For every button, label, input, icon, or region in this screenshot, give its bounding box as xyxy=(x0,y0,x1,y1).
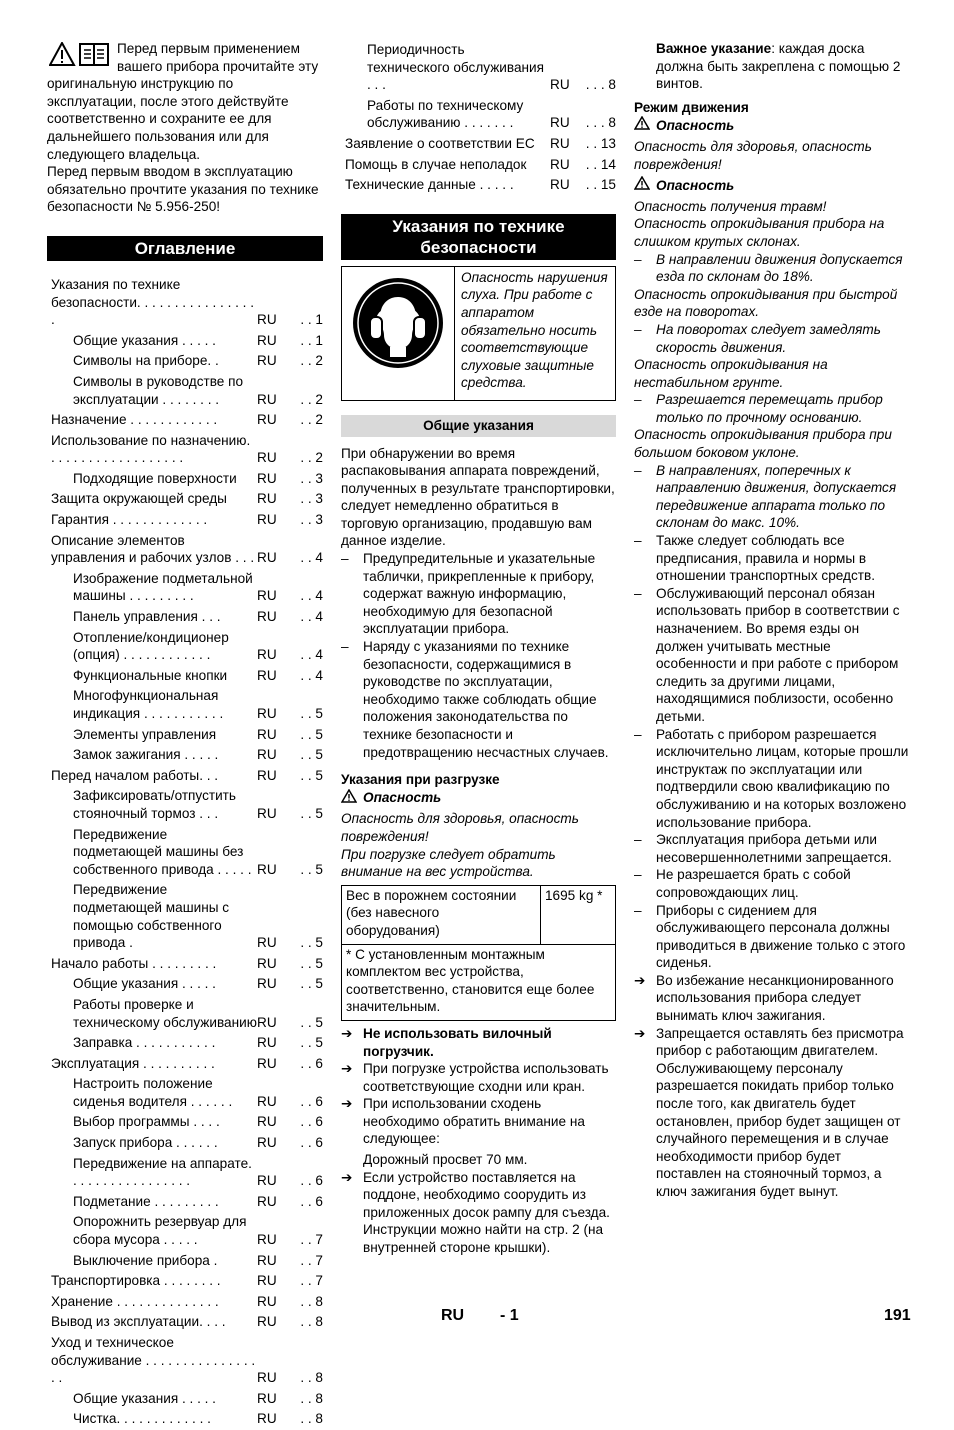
toc-entry-title: Элементы управления xyxy=(73,726,217,742)
toc-entry-page: . . 2 xyxy=(300,450,323,466)
toc-entry[interactable] xyxy=(47,1312,323,1333)
column-1 xyxy=(47,40,323,1430)
warning-manual-icon xyxy=(49,42,111,71)
toc-entry[interactable] xyxy=(47,725,323,746)
toc-entry[interactable] xyxy=(47,666,323,687)
toc-entry[interactable] xyxy=(47,431,323,469)
toc-entry-page: . . 1 xyxy=(300,332,323,348)
toc-entry-language: RU xyxy=(257,450,277,466)
column-2 xyxy=(341,40,616,1257)
general-notes-title: Общие указания xyxy=(341,415,616,437)
intro xyxy=(47,40,323,216)
toc-entry-title: Заявление о соответствии ЕС xyxy=(345,135,535,151)
toc-entry-title: Хранение . . . . . . . . . . . . . . xyxy=(51,1293,219,1309)
toc-entry-title: Передвижение подметающей машины без собственного привода . . . . . xyxy=(73,826,252,877)
toc-entry-page: . . 3 xyxy=(300,470,323,486)
tip-2-list xyxy=(634,321,910,356)
toc-entry[interactable] xyxy=(47,1074,323,1112)
tip-4-list xyxy=(634,462,910,532)
toc-entry-language: RU xyxy=(257,470,277,486)
toc-entry-title: Символы в руководстве по эксплуатации . . . . . . . . xyxy=(73,373,244,407)
weight-value: 1695 kg * xyxy=(541,885,616,944)
list-item: – Также следует соблюдать все предписания, правила и нормы в отношении транспортных средств. xyxy=(634,532,910,585)
toc-entry-language: RU xyxy=(257,412,277,428)
toc-entry[interactable] xyxy=(47,686,323,724)
toc-entry-page: . . 5 xyxy=(300,747,323,763)
danger-label-text: Опасность xyxy=(363,790,442,806)
list-item: – Обслуживающий персонал обязан использовать прибор в соответствии с назначением. Во время езды он должен учитывать местные особенности и при работе с прибором следить за другими лицами, находящимися поблизости, особенно детьми. xyxy=(634,585,910,726)
footer-language: RU xyxy=(441,1307,465,1324)
toc-entry-language: RU xyxy=(257,1173,277,1189)
toc-entry-language: RU xyxy=(257,647,277,663)
drive-mode-title: Режим движения xyxy=(634,99,749,115)
important-note-text: : каждая доска должна быть закреплена с помощью 2 винтов. xyxy=(656,41,901,92)
toc-entry-title: Символы на приборе. . xyxy=(73,353,219,369)
toc-entry-language: RU xyxy=(257,1014,277,1030)
toc-entry-page: . . 5 xyxy=(300,767,323,783)
toc-entry-language: RU xyxy=(257,353,277,369)
toc-entry-title: Зафиксировать/отпустить стояночный тормоз . . . xyxy=(73,788,236,821)
toc-entry-page: . . 2 xyxy=(300,391,323,407)
toc-entry-language: RU xyxy=(257,861,277,877)
toc-entry-title: Работы по техническому обслуживанию . . . . . . . xyxy=(367,97,524,131)
toc-entry[interactable] xyxy=(47,1054,323,1075)
list-item: – Разрешается перемещать прибор только по прочному основанию. xyxy=(634,391,910,426)
toc-entry[interactable] xyxy=(47,607,323,628)
toc-entry-title: Подметание . . . . . . . . . xyxy=(73,1193,219,1209)
tip-2: Опасность опрокидывания при быстрой езде на поворотах. xyxy=(634,286,898,320)
intro-paragraph-1: Перед первым применением вашего прибора прочитайте эту оригинальную инструкцию по эксплуатации, после этого действуйте соответственно и сохраните ее для дальнейшего пользования или для следующего владельца. xyxy=(47,41,319,162)
toc-entry-page: . . 6 xyxy=(300,1193,323,1209)
toc-entry-language: RU xyxy=(257,332,277,348)
toc-entry[interactable] xyxy=(341,134,616,155)
tip-1: Опасность опрокидывания прибора на слишком крутых склонах. xyxy=(634,216,885,249)
hearing-protection-box xyxy=(341,266,616,401)
toc-entry[interactable] xyxy=(47,974,323,995)
toc-entry-page: . . 6 xyxy=(300,1114,323,1130)
toc-entry-title: Подходящие поверхности xyxy=(73,470,237,486)
danger-label xyxy=(634,176,910,195)
toc-entry[interactable] xyxy=(341,96,616,134)
toc-entry-title: Общие указания . . . . . xyxy=(73,1390,216,1406)
toc-entry-language: RU xyxy=(257,955,277,971)
toc-entry-page: . . 2 xyxy=(300,412,323,428)
toc-entry-language: RU xyxy=(257,312,277,328)
toc-entry-language: RU xyxy=(257,706,277,721)
toc-entry[interactable] xyxy=(47,1389,323,1410)
toc-entry-language: RU xyxy=(550,115,570,131)
toc-entry-language: RU xyxy=(257,1135,277,1151)
toc-entry[interactable] xyxy=(47,628,323,666)
toc-entry-page: . . 4 xyxy=(300,667,323,683)
toc-entry-language: RU xyxy=(257,747,277,763)
toc-entry-title: Технические данные . . . . . xyxy=(345,177,514,193)
important-note-bold: Важное указание xyxy=(656,41,772,56)
toc-entry-page: . . 4 xyxy=(300,609,323,625)
toc-entry-title: Работы проверке и техническому обслуживанию xyxy=(73,996,257,1030)
toc-entry-language: RU xyxy=(257,609,277,625)
toc-entry-language: RU xyxy=(257,1273,277,1289)
toc-entry-title: Вывод из эксплуатации. . . . xyxy=(51,1314,226,1330)
toc-entry-title: Замок зажигания . . . . . xyxy=(73,747,219,763)
toc-entry-language: RU xyxy=(257,1055,277,1071)
toc-entry-page: . . 6 xyxy=(300,1173,323,1189)
toc-entry-page: . . 3 xyxy=(300,512,323,528)
toc-entry-language: RU xyxy=(257,1093,277,1109)
toc-entry[interactable] xyxy=(341,155,616,176)
toc-entry-language: RU xyxy=(257,550,277,566)
toc-entry-title: Заправка . . . . . . . . . . . xyxy=(73,1035,216,1051)
toc-entry[interactable] xyxy=(341,40,616,96)
toc-entry-page: . . 2 xyxy=(300,353,323,369)
arrow-item: ➔ Не использовать вилочный погрузчик. xyxy=(341,1025,552,1059)
toc-entry-language: RU xyxy=(257,1370,277,1386)
toc-entry-page: . . 8 xyxy=(300,1390,323,1406)
toc-entry-title: Защита окружающей среды xyxy=(51,491,227,507)
toc-entry-page: . . 5 xyxy=(300,805,323,821)
operating-rules-list xyxy=(634,532,910,972)
arrow-icon: ➔ xyxy=(634,972,646,988)
unloading-note: При погрузке следует обратить внимание на вес устройства. xyxy=(341,846,556,880)
toc-entry-page: . . . 8 xyxy=(585,77,616,93)
toc-entry-language: RU xyxy=(257,1232,277,1248)
toc-entry-page: . . 1 xyxy=(300,312,323,328)
toc-entry[interactable] xyxy=(47,1271,323,1292)
instructions-reference: Инструкции можно найти на стр. 2 (на внутренней стороне крышки). xyxy=(363,1222,604,1256)
toc-entry-title: Транспортировка . . . . . . . . xyxy=(51,1273,221,1289)
hearing-protection-pictogram xyxy=(342,267,455,400)
toc-entry-title: Общие указания . . . . . xyxy=(73,976,216,992)
list-item: – Не разрешается брать с собой сопровождающих лиц. xyxy=(634,866,910,901)
toc-entry-title: Помощь в случае неполадок xyxy=(345,156,527,172)
toc-entry-language: RU xyxy=(257,805,277,821)
toc-entry-language: RU xyxy=(257,767,277,783)
toc-entry-language: RU xyxy=(257,726,277,742)
toc-entry-title: Гарантия . . . . . . . . . . . . . xyxy=(51,512,208,528)
toc-entry-page: . . 4 xyxy=(300,588,323,604)
toc-entry[interactable] xyxy=(47,745,323,766)
toc-entry-title: Описание элементов управления и рабочих узлов . . . xyxy=(51,532,255,566)
toc-entry-page: . . 8 xyxy=(300,1411,323,1427)
toc-entry-page: . . 8 xyxy=(300,1314,323,1330)
drive-danger-2: Опасность получения травм! xyxy=(634,198,827,214)
arrow-icon: ➔ xyxy=(341,1061,353,1077)
toc-entry[interactable] xyxy=(47,786,323,824)
important-note xyxy=(634,40,910,93)
hearing-protection-text: Опасность нарушения слуха. При работе с аппаратом обязательно носить соответствующие слуховые защитные средства. xyxy=(461,269,608,391)
toc-entry[interactable] xyxy=(47,351,323,372)
footer-page-number: 191 xyxy=(884,1307,911,1324)
tip-4: Опасность опрокидывания прибора при большом боковом уклоне. xyxy=(634,427,892,461)
weight-table xyxy=(341,885,616,1021)
toc-entry[interactable] xyxy=(47,1251,323,1272)
list-item: – Наряду с указаниями по технике безопасности, содержащимися в руководстве по эксплуатации, необходимо также соблюдать общие положения законодательства по технике безопасности и предотвращению несчастных случаев. xyxy=(341,638,616,761)
toc-entry[interactable] xyxy=(47,1112,323,1133)
toc-entry-page: . . 7 xyxy=(300,1252,323,1268)
toc-entry-title: Периодичность технического обслуживания . . . xyxy=(367,42,544,93)
safety-title: Указания по технике безопасности xyxy=(341,214,616,260)
toc-title: Оглавление xyxy=(47,236,323,261)
toc-entry-title: Выключение прибора . xyxy=(73,1252,218,1268)
toc-entry-page: . . 14 xyxy=(585,156,616,172)
tip-3: Опасность опрокидывания на нестабильном грунте. xyxy=(634,357,828,390)
toc-entry-language: RU xyxy=(257,588,277,604)
toc-entry-page: . . 5 xyxy=(300,706,323,721)
toc-entry-title: Опорожнить резервуар для сбора мусора . . . . . xyxy=(73,1214,247,1248)
warning-triangle-icon xyxy=(634,176,650,195)
intro-paragraph-2: Перед первым вводом в эксплуатацию обязательно прочтите указания по технике безопасности № 5.956-250! xyxy=(47,164,319,215)
toc-entry-page: . . 5 xyxy=(300,976,323,992)
toc-entry-language: RU xyxy=(257,1035,277,1051)
warning-triangle-icon xyxy=(341,789,357,808)
toc-entry[interactable] xyxy=(47,1212,323,1250)
tip-3-list xyxy=(634,391,910,426)
toc-entry-language: RU xyxy=(257,1114,277,1130)
toc-entry-language: RU xyxy=(257,512,277,528)
toc-entry-title: Перед началом работы. . . xyxy=(51,767,219,783)
toc-entry[interactable] xyxy=(47,1192,323,1213)
toc-entry[interactable] xyxy=(341,175,616,196)
toc-entry[interactable] xyxy=(47,275,323,331)
toc-entry-title: Запуск прибора . . . . . . xyxy=(73,1135,218,1151)
toc-entry-page: . . 5 xyxy=(300,726,323,742)
table-of-contents xyxy=(47,275,323,1430)
toc-entry[interactable] xyxy=(47,489,323,510)
warning-triangle-icon xyxy=(634,116,650,135)
toc-entry-title: Назначение . . . . . . . . . . . . xyxy=(51,412,218,428)
toc-entry-page: . . 5 xyxy=(300,861,323,877)
arrow-icon: ➔ xyxy=(341,1025,353,1041)
toc-entry[interactable] xyxy=(47,1133,323,1154)
drive-danger-1: Опасность для здоровья, опасность повреждения! xyxy=(634,138,872,172)
toc-entry-page: . . 5 xyxy=(300,1014,323,1030)
toc-entry[interactable] xyxy=(47,410,323,431)
toc-entry-title: Функциональные кнопки xyxy=(73,667,228,683)
toc-entry[interactable] xyxy=(47,766,323,787)
toc-entry-language: RU xyxy=(550,156,570,172)
toc-entry-page: . . 6 xyxy=(300,1055,323,1071)
toc-entry-page: . . 7 xyxy=(300,1232,323,1248)
list-item: – Эксплуатация прибора детьми или несовершеннолетними запрещается. xyxy=(634,831,910,866)
toc-entry-language: RU xyxy=(257,1293,277,1309)
arrow-icon: ➔ xyxy=(341,1096,353,1112)
toc-entry-page: . . 15 xyxy=(585,177,616,193)
toc-entry-page: . . 3 xyxy=(300,491,323,507)
clearance-text: Дорожный просвет 70 мм. xyxy=(363,1152,528,1168)
list-item: – Приборы с сидением для обслуживающего персонала должны приводиться в движение только с этого сиденья. xyxy=(634,902,910,972)
column-3 xyxy=(634,40,910,1201)
danger-label xyxy=(634,116,910,135)
toc-entry[interactable] xyxy=(47,825,323,881)
toc-entry-title: Общие указания . . . . . xyxy=(73,332,216,348)
general-notes-list xyxy=(341,550,616,761)
toc-entry[interactable] xyxy=(47,531,323,569)
arrow-item: ➔ Во избежание несанкционированного использования прибора следует вынимать ключ зажигания. xyxy=(634,972,894,1024)
toc-entry-page: . . 8 xyxy=(300,1370,323,1386)
unloading-steps xyxy=(341,1025,616,1257)
toc-entry-page: . . 5 xyxy=(300,955,323,971)
toc-entry-language: RU xyxy=(257,1390,277,1406)
danger-label-text: Опасность xyxy=(656,117,735,133)
toc-entry[interactable] xyxy=(47,1409,323,1430)
arrow-icon: ➔ xyxy=(341,1169,353,1185)
arrow-icon: ➔ xyxy=(634,1025,646,1041)
list-item: – Предупредительные и указательные таблички, прикрепленные к прибору, содержат важную информацию, необходимую для безопасной эксплуатации прибора. xyxy=(341,550,616,638)
list-item: – На поворотах следует замедлять скорость движения. xyxy=(634,321,910,356)
toc-entry[interactable] xyxy=(47,995,323,1033)
toc-entry-page: . . 7 xyxy=(300,1273,323,1289)
toc-entry-title: Передвижение на аппарате. . . . . . . . . . . . . . . . . xyxy=(73,1155,252,1189)
list-item: – Работать с прибором разрешается исключительно лицам, которые прошли инструктаж по эксплуатации или подтвердили свою квалификацию по обслуживанию и на которых возложено использование прибора. xyxy=(634,726,910,832)
toc-entry-page: . . 13 xyxy=(585,135,616,151)
toc-entry[interactable] xyxy=(47,372,323,410)
toc-entry-page: . . 4 xyxy=(300,550,323,566)
toc-entry[interactable] xyxy=(47,1033,323,1054)
toc-entry-title: Многофункциональная индикация . . . . . . . . . . . xyxy=(73,688,224,721)
toc-entry-page: . . 6 xyxy=(300,1135,323,1151)
toc-entry[interactable] xyxy=(47,880,323,953)
list-item: – В направлениях, поперечных к направлению движения, допускается передвижение аппарата только по склонам до макс. 10%. xyxy=(634,462,910,532)
footer-local-page: - 1 xyxy=(500,1307,519,1324)
ear-protection-icon xyxy=(352,277,444,369)
toc-entry-title: Эксплуатация . . . . . . . . . . xyxy=(51,1055,215,1071)
toc-entry-page: . . 6 xyxy=(300,1093,323,1109)
general-notes-paragraph: При обнаружении во время распаковывания аппарата повреждений, полученных в результате транспортировки, следует немедленно обратиться в торговую организацию, продавшую вам данное изделие. xyxy=(341,445,615,549)
toc-entry[interactable] xyxy=(47,1292,323,1313)
toc-entry-language: RU xyxy=(257,1252,277,1268)
toc-entry[interactable] xyxy=(47,331,323,352)
toc-entry-language: RU xyxy=(257,667,277,683)
danger-label xyxy=(341,789,616,808)
toc-entry-language: RU xyxy=(257,1314,277,1330)
arrow-item: ➔ Если устройство поставляется на поддоне, необходимо соорудить из приложенных досок рампу для съезда. xyxy=(341,1169,610,1220)
toc-entry-language: RU xyxy=(550,177,570,193)
toc-entry-page: . . . 8 xyxy=(585,115,616,131)
toc-entry-title: Настроить положение сиденья водителя . . . . . . xyxy=(73,1076,233,1109)
toc-entry[interactable] xyxy=(47,569,323,607)
toc-entry-page: . . 4 xyxy=(300,647,323,663)
toc-entry-title: Использование по назначению. . . . . . . . . . . . . . . . . . . xyxy=(51,432,251,466)
toc-entry-language: RU xyxy=(257,976,277,992)
toc-entry-language: RU xyxy=(257,491,277,507)
toc-entry-language: RU xyxy=(257,391,277,407)
arrow-item: ➔ При погрузке устройства использовать соответствующие сходни или кран. xyxy=(341,1061,609,1094)
toc-entry-title: Изображение подметальной машины . . . . . . . . . xyxy=(73,570,253,604)
toc-entry[interactable] xyxy=(47,510,323,531)
toc-entry-language: RU xyxy=(550,77,570,93)
final-steps xyxy=(634,972,910,1201)
tip-1-list xyxy=(634,251,910,286)
toc-entry-title: Чистка. . . . . . . . . . . . . xyxy=(73,1411,211,1427)
toc-entry-title: Отопление/кондиционер (опция) . . . . . . . . . . . . xyxy=(73,629,229,663)
toc-entry-title: Панель управления . . . xyxy=(73,609,221,625)
toc-entry-title: Указания по технике безопасности. . . . . . . . . . . . . . . . . xyxy=(51,276,255,328)
list-item: – В направлении движения допускается езда по склонам до 18%. xyxy=(634,251,910,286)
toc-entry-page: . . 5 xyxy=(300,1035,323,1051)
toc-entry-language: RU xyxy=(257,1411,277,1427)
toc-entry-page: . . 8 xyxy=(300,1293,323,1309)
toc-entry-title: Передвижение подметающей машины с помощью собственного привода . xyxy=(73,882,230,951)
danger-label-text: Опасность xyxy=(656,177,735,193)
toc-entry[interactable] xyxy=(47,1154,323,1192)
arrow-item: ➔ При использовании сходень необходимо обратить внимание на следующее: xyxy=(341,1096,585,1147)
toc-entry-title: Выбор программы . . . . xyxy=(73,1114,220,1130)
toc-entry-title: Начало работы . . . . . . . . . xyxy=(51,955,217,971)
toc-entry[interactable] xyxy=(47,1333,323,1389)
toc-entry-language: RU xyxy=(550,135,570,151)
toc-entry-page: . . 5 xyxy=(300,935,323,951)
table-of-contents-continued xyxy=(341,40,616,196)
toc-entry[interactable] xyxy=(47,954,323,975)
unloading-danger-text: Опасность для здоровья, опасность повреждения! xyxy=(341,811,579,844)
toc-entry-language: RU xyxy=(257,935,277,951)
toc-entry[interactable] xyxy=(47,469,323,490)
toc-entry-language: RU xyxy=(257,1193,277,1209)
toc-entry-title: Уход и техническое обслуживание . . . . . . . . . . . . . . . . . xyxy=(51,1335,256,1386)
weight-label: Вес в порожнем состоянии (без навесного оборудования) xyxy=(342,885,541,944)
arrow-item: ➔ Запрещается оставлять без присмотра прибор с работающим двигателем. Обслуживающему персоналу разрешается покидать прибор только после того, как двигатель будет остановлен, прибор будет защищен от случайного перемещения и в случае необходимости прибор будет поставлен на стояночный тормоз, а ключ зажигания будет вынут. xyxy=(634,1025,904,1199)
weight-footnote: * С установленным монтажным комплектом вес устройства, соответственно, становится еще более значительным. xyxy=(342,944,616,1020)
unloading-title: Указания при разгрузке xyxy=(341,772,500,788)
